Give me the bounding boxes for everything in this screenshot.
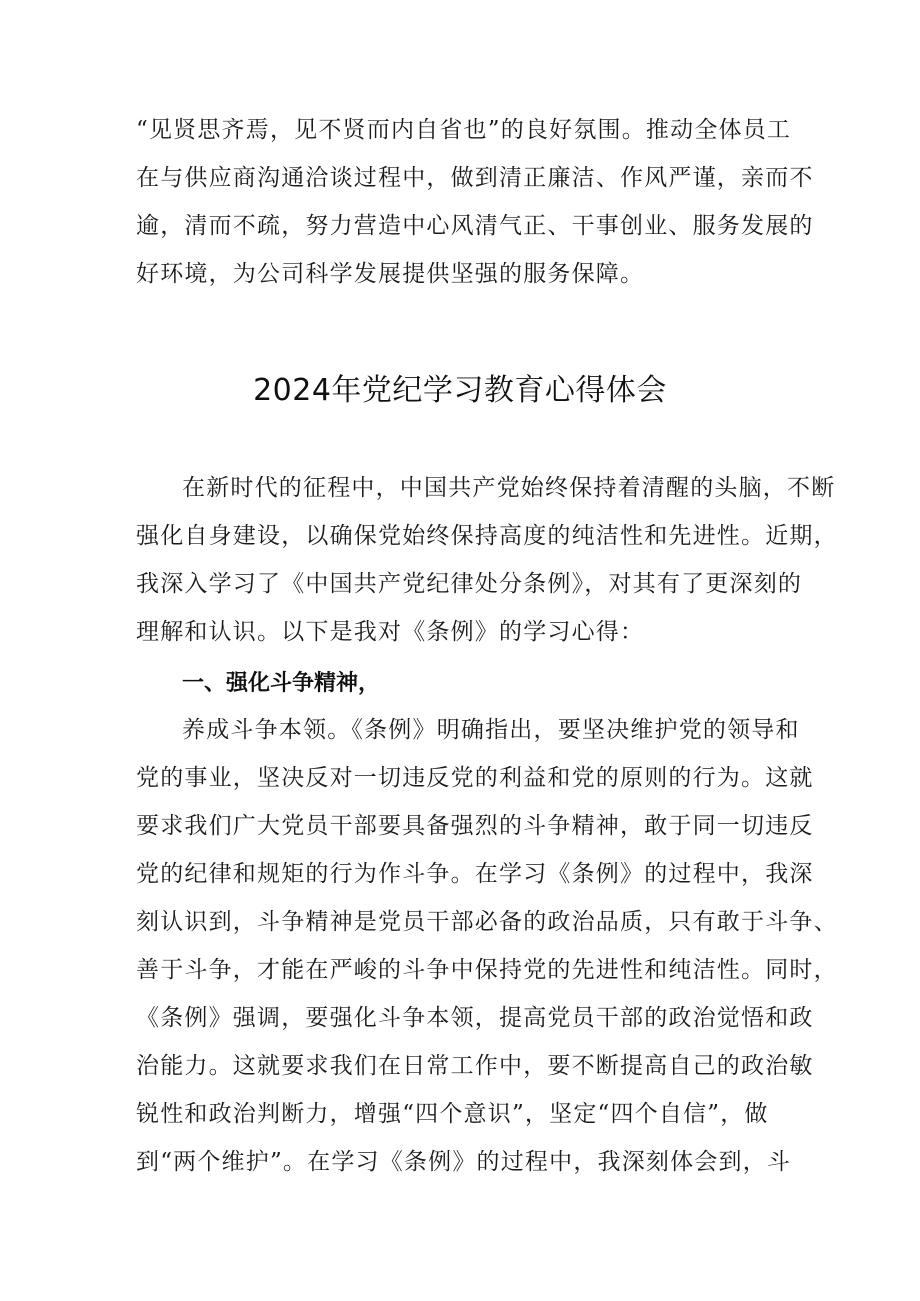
- document-title: 2024年党纪学习教育心得体会: [253, 373, 667, 408]
- paragraph-line: 在与供应商沟通洽谈过程中，做到清正廉洁、作风严谨，亲而不: [136, 165, 814, 191]
- paragraph-line: 治能力。这就要求我们在日常工作中，要不断提高自己的政治敏: [136, 1053, 814, 1079]
- paragraph-line: 要求我们广大党员干部要具备强烈的斗争精神，敢于同一切违反: [136, 813, 814, 839]
- paragraph-line: 党的纪律和规矩的行为作斗争。在学习《条例》的过程中，我深: [136, 861, 814, 887]
- section-heading: 一、强化斗争精神，: [182, 671, 381, 696]
- paragraph-line: 理解和认识。以下是我对《条例》的学习心得：: [136, 619, 645, 645]
- section-paragraph: [136, 706, 838, 1186]
- paragraph-line: 《条例》强调，要强化斗争本领，提高党员干部的政治觉悟和政: [136, 1005, 814, 1031]
- paragraph-line: 好环境，为公司科学发展提供坚强的服务保障。: [136, 261, 645, 287]
- paragraph-line: “见贤思齐焉，见不贤而内自省也”的良好氛围。推动全体员工: [136, 117, 792, 143]
- paragraph-line: 我深入学习了《中国共产党纪律处分条例》，对其有了更深刻的: [136, 571, 803, 597]
- paragraph-line: 锐性和政治判断力，增强“四个意识”，坚定“四个自信”，做: [136, 1101, 769, 1127]
- paragraph-line: 到“两个维护”。在学习《条例》的过程中，我深刻体会到，斗: [136, 1149, 792, 1175]
- paragraph-line: 强化自身建设，以确保党始终保持高度的纯洁性和先进性。近期，: [136, 523, 838, 549]
- paragraph-line: 善于斗争，才能在严峻的斗争中保持党的先进性和纯洁性。同时，: [136, 957, 838, 983]
- paragraph-line: 在新时代的征程中，中国共产党始终保持着清醒的头脑，不断: [182, 475, 836, 501]
- intro-paragraph: [136, 106, 814, 298]
- paragraph-line: 逾，清而不疏，努力营造中心风清气正、干事创业、服务发展的: [136, 213, 814, 239]
- paragraph-line: 养成斗争本领。《条例》明确指出，要坚决维护党的领导和: [182, 717, 800, 743]
- paragraph-line: 党的事业，坚决反对一切违反党的利益和党的原则的行为。这就: [136, 765, 814, 791]
- opening-paragraph: [136, 464, 838, 656]
- paragraph-line: 刻认识到，斗争精神是党员干部必备的政治品质，只有敢于斗争、: [136, 909, 838, 935]
